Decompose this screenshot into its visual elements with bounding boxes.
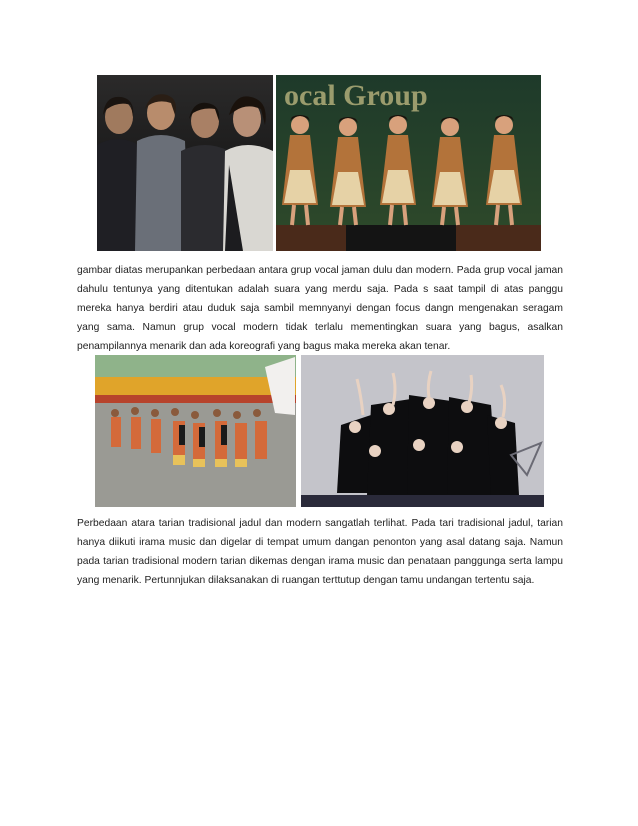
vocal-group-stage-photo: [276, 75, 541, 251]
paragraph-vocal-groups: gambar diatas merupankan perbedaan antara grup vocal jaman dulu dan modern. Pada grup vocal jaman dahulu tentunya yang ditentukan adalah suara yang merdu saja. Pada s saat tampil di atas panggu mereka hanya berdiri atau duduk saja sambil memnyanyi dengan focus dangn mengenakan seragam yang sama. Namun grup vocal modern tidak terlalu mementingkan suara yang bagus, asalkan penampilannya menarik dan ada koreografi yang bagus maka mereka akan tenar.: [77, 265, 563, 352]
modern-dance-image: [301, 355, 544, 507]
stage-banner-text: ocal Group: [284, 79, 428, 112]
paragraph-dance: Perbedaan atara tarian tradisional jadul dan modern sangatlah terlihat. Pada tari tradisional jadul, tarian hanya diikuti irama music dan digelar di tempat umum dangan penonton yang asal datang saja. Namun pada tarian tradisional modern tarian dikemas dengan irama music dan penataan panggunga serta lampu yang menarik. Pertunnjukan dilaksanakan di ruangan terttutup dengan tamu undangan tertentu saja.: [77, 518, 563, 586]
modern-dance-photo: [301, 355, 544, 507]
band-photo: [97, 75, 273, 251]
vocal-group-stage-image: [276, 75, 541, 251]
band-photo-image: [97, 75, 273, 251]
traditional-dance-photo: [95, 355, 296, 507]
traditional-dance-image: [95, 355, 296, 507]
